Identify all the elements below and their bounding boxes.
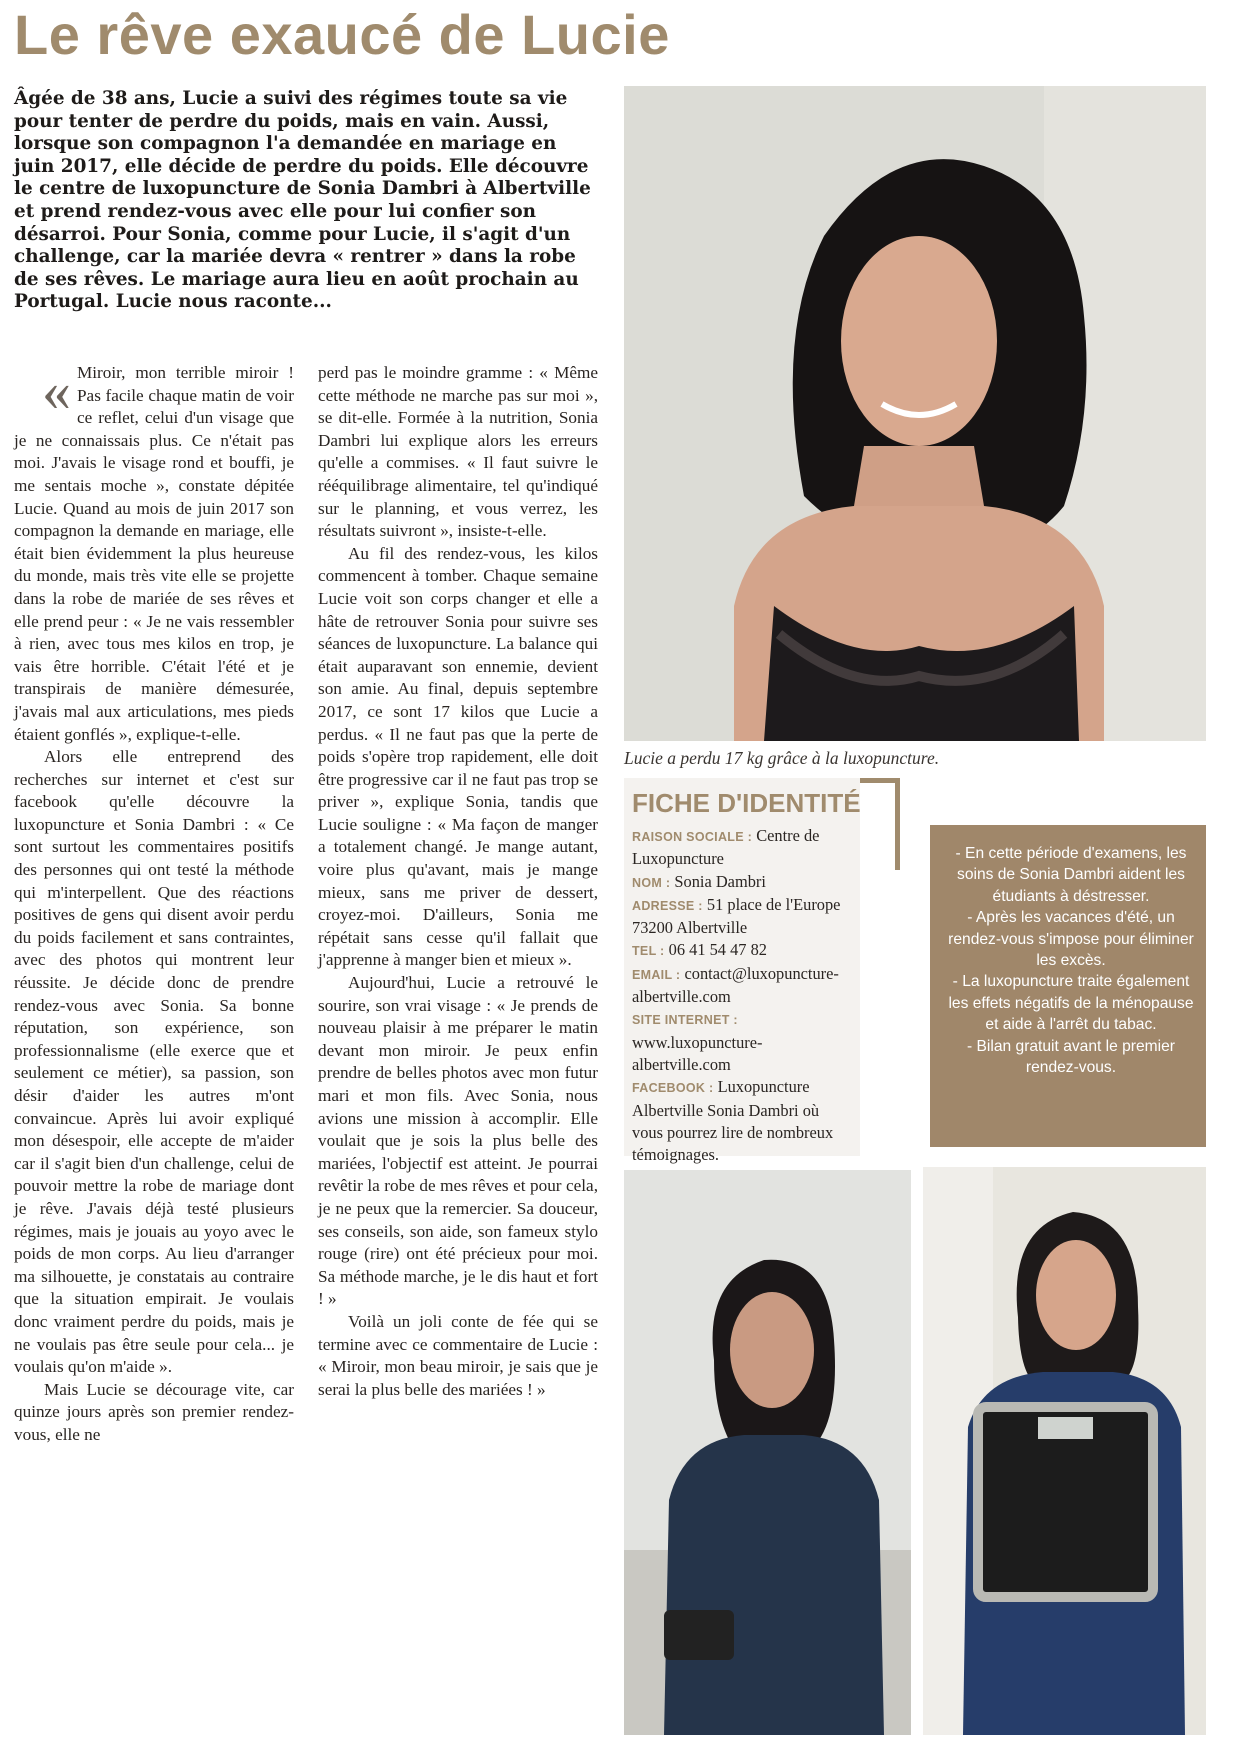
- article-lead: Âgée de 38 ans, Lucie a suivi des régimes toute sa vie pour tenter de perdre du poids, mais en vain. Aussi, lorsque son compagnon l'a demandée en mariage en juin 2017, elle décide de perdre du poids. Elle découvre le centre de luxopuncture de Sonia Dambri à Albertville et prend rendez-vous avec elle pour lui confier son désarroi. Pour Sonia, comme pour Lucie, il s'agit d'un challenge, car la mariée devra « rentrer » dans la robe de ses rêves. Le mariage aura lieu en août prochain au Portugal. Lucie nous raconte...: [14, 88, 591, 313]
- paragraph: perd pas le moindre gramme : « Même cette méthode ne marche pas sur moi », se dit-elle. Formée à la nutrition, Sonia Dambri lui explique alors les erreurs qu'elle a commises. « Il faut suivre le rééquilibrage alimentaire, tel qu'indiqué sur le planning, et vous verrez, les résultats suivront », insiste-t-elle.: [318, 363, 598, 541]
- identity-entry: FACEBOOK : Luxopuncture Albertville Sonia Dambri où vous pourrez lire de nombreux témoignages.: [632, 1077, 834, 1165]
- paragraph: Alors elle entreprend des recherches sur internet et c'est sur facebook qu'elle découvre la luxopuncture et Sonia Dambri : « Ce sont surtout les commentaires positifs des personnes qui ont testé la méthode qui m'interpellent. Que des réactions positives de gens qui disent avoir perdu du poids facilement et sans contraintes, avec des photos qui montrent leur réussite. Je décide donc de prendre rendez-vous avec Sonia. Sa bonne réputation, son expérience, son professionnalisme (elle exerce que et seulement ce métier), sa passion, son désir d'aider les autres m'ont convaincue. Après lui avoir expliqué mon désespoir, elle accepte de m'aider car il s'agit bien d'un challenge, celui de pouvoir mettre la robe de mariage dont je rêve. J'avais déjà testé plusieurs régimes, mais je jouais au yoyo avec le poids de mon corps. Au lieu d'arranger ma silhouette, je constatais au contraire que la situation empirait. Je voulais donc vraiment perdre du poids, mais je ne voulais pas être seule pour cela... je voulais qu'on m'aide ».: [14, 747, 294, 1377]
- paragraph: Au fil des rendez-vous, les kilos commencent à tomber. Chaque semaine Lucie voit son corps changer et elle a hâte de retrouver Sonia pour suivre ses séances de luxopuncture. La balance qui était auparavant son ennemie, devient son amie. Au final, depuis septembre 2017, ce sont 17 kilos que Lucie a perdus. « Il ne faut pas que la perte de poids s'opère trop rapidement, elle doit être progressive car il ne faut pas trop se priver », explique Sonia, tandis que Lucie souligne : « Ma façon de manger a totalement changé. Je mange autant, voire plus qu'avant, mais je mange mieux, sans me priver de dessert, croyez-moi. D'ailleurs, Sonia me répétait sans cesse qu'il fallait que j'apprenne à manger bien et mieux ».: [318, 543, 598, 970]
- after-photo: [923, 1167, 1206, 1735]
- info-item: - En cette période d'examens, les soins de Sonia Dambri aident les étudiants à déstresser.: [955, 845, 1187, 905]
- info-item: - Bilan gratuit avant le premier rendez-vous.: [966, 1037, 1175, 1077]
- paragraph: Voilà un joli conte de fée qui se termine avec ce commentaire de Lucie : « Miroir, mon beau miroir, je sais que je serai la plus belle des mariées ! »: [318, 1311, 598, 1399]
- quote-mark: «: [42, 358, 71, 423]
- before-photo: [624, 1170, 911, 1735]
- info-box: [930, 825, 1206, 1147]
- article-title: Le rêve exaucé de Lucie: [14, 3, 670, 66]
- paragraph: Mais Lucie se décourage vite, car quinze jours après son premier rendez-vous, elle ne: [14, 1379, 294, 1444]
- article-column-1: [14, 358, 294, 1447]
- paragraph: Miroir, mon terrible miroir ! Pas facile chaque matin de voir ce reflet, celui d'un visage que je ne connaissais plus. Ce n'était pas moi. J'avais le visage rond et bouffi, je me sentais moche », constate dépitée Lucie. Quand au mois de juin 2017 son compagnon la demande en mariage, elle était bien évidemment la plus heureuse du monde, mais très vite elle se projette dans la robe de mariée de ses rêves et elle prend peur : « Je ne vais ressembler à rien, avec tous mes kilos en trop, je vais être horrible. C'était l'été et je transpirais de manière démesurée, j'avais mal aux articulations, mes pieds étaient gonflés », explique-t-elle.: [14, 363, 294, 744]
- identity-entry: NOM : Sonia Dambri: [632, 871, 766, 891]
- divider: [895, 778, 900, 870]
- portrait-photo: [624, 86, 1206, 741]
- photo-caption: Lucie a perdu 17 kg grâce à la luxopuncture.: [624, 748, 940, 768]
- identity-entry: TEL : 06 41 54 47 82: [632, 940, 767, 960]
- identity-entry: EMAIL : contact@luxopuncture-albertville.com: [632, 963, 839, 1007]
- article-column-2: [318, 362, 598, 1401]
- paragraph: Aujourd'hui, Lucie a retrouvé le sourire, son vrai visage : « Je prends de nouveau plaisir à me préparer le matin devant mon miroir. Je peux enfin prendre de belles photos avec mon futur mari et mon fils. Avec Sonia, nous avions une mission à accomplir. Elle voulait que je sois la plus belle des mariées, l'objectif est atteint. Je pourrai revêtir la robe de mes rêves et pour cela, je ne peux que la remercier. Sa douceur, ses conseils, son aide, son fameux stylo rouge (rire) ont été précieux pour moi. Sa méthode marche, je le dis haut et fort ! »: [318, 973, 598, 1309]
- identity-card-title: FICHE D'IDENTITÉ: [632, 788, 861, 818]
- info-item: - La luxopuncture traite également les effets négatifs de la ménopause et aide à l'arrêt du tabac.: [948, 973, 1194, 1034]
- identity-entry: SITE INTERNET : www.luxopuncture-albertville.com: [632, 1013, 763, 1074]
- identity-card: [624, 778, 861, 1165]
- identity-entry: RAISON SOCIALE : Centre de Luxopuncture: [632, 826, 820, 869]
- identity-entry: ADRESSE : 51 place de l'Europe 73200 Albertville: [632, 894, 841, 938]
- info-item: - Après les vacances d'été, un rendez-vous s'impose pour éliminer les excès.: [948, 909, 1194, 970]
